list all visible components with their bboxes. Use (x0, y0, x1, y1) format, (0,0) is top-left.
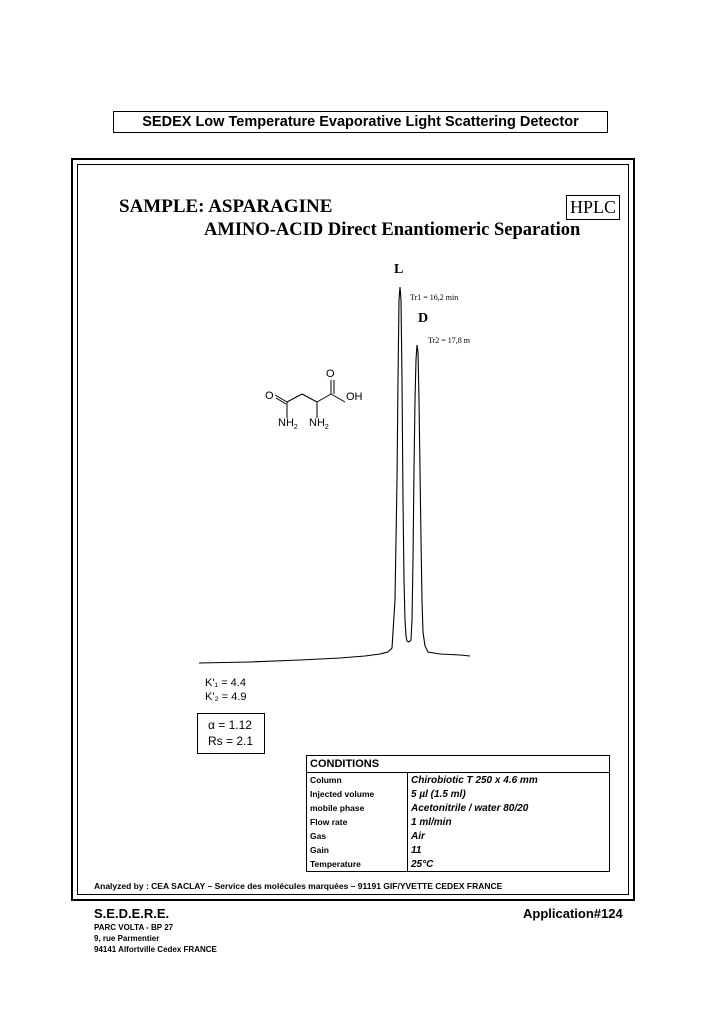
atom-oh: OH (346, 391, 363, 403)
conditions-table (306, 755, 610, 872)
table-row: Injected volume 5 µl (1.5 ml) (307, 787, 610, 801)
table-row: Flow rate 1 ml/min (307, 815, 610, 829)
address-line: PARC VOLTA - BP 27 (94, 923, 174, 932)
address-line: 9, rue Parmentier (94, 934, 160, 943)
peak-retention-d: Tr2 = 17,8 m (428, 336, 471, 345)
atom-nh2-alpha: $NH_2$ (309, 417, 329, 432)
k1-value: K'₁ = 4.4 (205, 677, 246, 689)
table-row: mobile phase Acetonitrile / water 80/20 (307, 801, 610, 815)
analyzed-by: Analyzed by : CEA SACLAY – Service des molécules marquées – 91191 GIF/YVETTE CEDEX FRANCE (94, 881, 503, 891)
k2-value: K'₂ = 4.9 (205, 691, 247, 703)
asparagine-structure (275, 380, 345, 418)
sample-subtitle: AMINO-ACID Direct Enantiomeric Separation (204, 220, 581, 240)
technique-badge: HPLC (566, 195, 620, 220)
selectivity-box (197, 713, 265, 754)
table-row: Temperature 25°C (307, 857, 610, 872)
address-line: 94141 Alfortville Cedex FRANCE (94, 945, 217, 954)
table-row: Gas Air (307, 829, 610, 843)
company-name: S.E.D.E.R.E. (94, 906, 170, 921)
peak-label-l: L (394, 262, 404, 277)
peak-label-d: D (418, 311, 429, 326)
table-row: Gain 11 (307, 843, 610, 857)
table-row: Column Chirobiotic T 250 x 4.6 mm (307, 773, 610, 788)
application-number: Application#124 (523, 906, 623, 921)
peak-retention-l: Tr1 = 16,2 min (410, 293, 459, 302)
sample-title: SAMPLE: ASPARAGINE (119, 196, 333, 217)
rs-value: Rs = 2.1 (208, 734, 254, 748)
alpha-value: α = 1.12 (208, 718, 252, 732)
conditions-heading: CONDITIONS (307, 756, 610, 773)
atom-nh2-amide: $NH_2$ (278, 417, 298, 432)
atom-o-acid: O (326, 368, 335, 380)
atom-o-amide: O (265, 390, 274, 402)
header-title: SEDEX Low Temperature Evaporative Light Scattering Detector (113, 111, 608, 133)
